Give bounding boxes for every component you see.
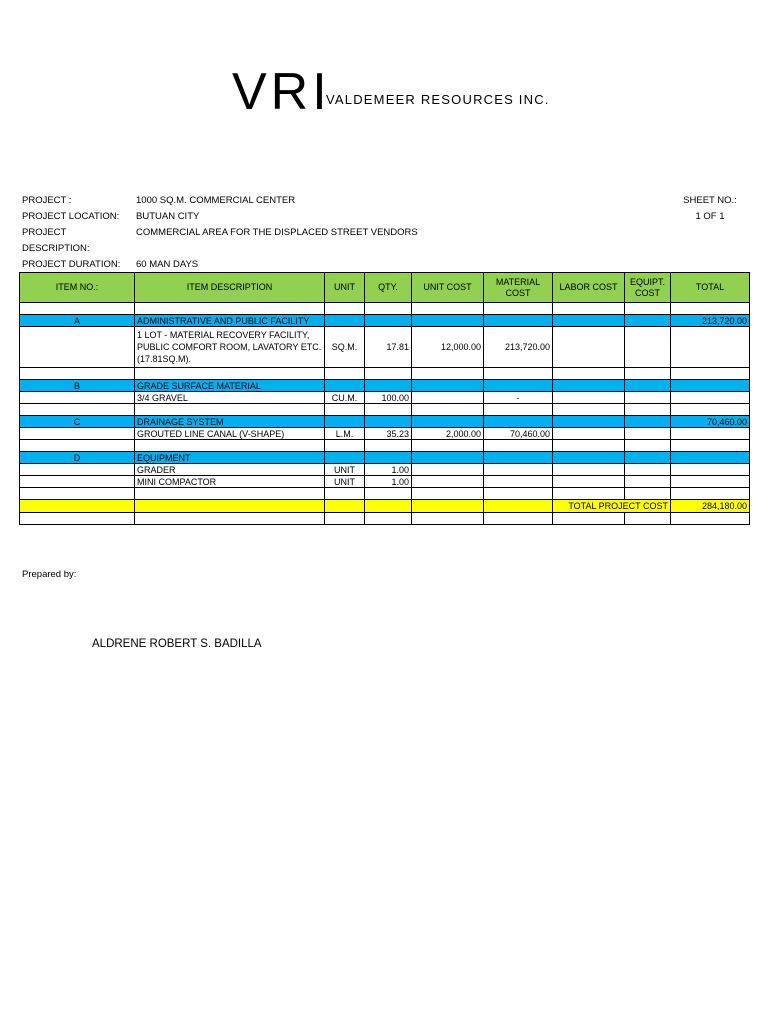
- project-duration-label: PROJECT DURATION:: [22, 259, 121, 270]
- item-unit-cost: 12,000.00: [412, 327, 484, 368]
- section-row: [20, 315, 750, 327]
- section-title: DRAINAGE SYSTEM: [135, 416, 325, 428]
- table-row: [20, 428, 750, 440]
- project-duration-value: 60 MAN DAYS: [136, 259, 199, 270]
- section-total: 70,460.00: [671, 416, 750, 428]
- prepared-by-label: Prepared by:: [22, 569, 77, 580]
- blank-row: [20, 368, 750, 380]
- blank-row: [20, 488, 750, 500]
- item-unit: SQ.M.: [325, 327, 365, 368]
- item-qty: 100.00: [365, 392, 412, 404]
- table-row: [20, 392, 750, 404]
- header-qty: QTY.: [365, 273, 412, 303]
- section-row: [20, 452, 750, 464]
- section-total: [671, 380, 750, 392]
- item-material-cost: 213,720.00: [484, 327, 553, 368]
- item-qty: 1.00: [365, 464, 412, 476]
- project-info: [22, 193, 418, 273]
- blank-row: [20, 404, 750, 416]
- section-row: [20, 416, 750, 428]
- header-item-description: ITEM DESCRIPTION: [135, 273, 325, 303]
- total-project-cost-label: TOTAL PROJECT COST: [553, 500, 671, 513]
- table-row: [20, 464, 750, 476]
- blank-row: [20, 440, 750, 452]
- project-location-label: PROJECT LOCATION:: [22, 211, 120, 222]
- project-label: PROJECT :: [22, 195, 72, 206]
- sheet-value: 1 OF 1: [695, 211, 725, 222]
- table-header-row: [20, 273, 750, 303]
- header-labor-cost: LABOR COST: [553, 273, 625, 303]
- header-total: TOTAL: [671, 273, 750, 303]
- company-name: VALDEMEER RESOURCES INC.: [326, 92, 550, 107]
- item-description: 3/4 GRAVEL: [135, 392, 325, 404]
- item-material-cost: 70,460.00: [484, 428, 553, 440]
- table-row: [20, 476, 750, 488]
- section-no: D: [20, 452, 135, 464]
- blank-row: [20, 513, 750, 525]
- project-description-label: PROJECT DESCRIPTION:: [22, 227, 90, 254]
- sheet-label: SHEET NO.:: [683, 195, 737, 206]
- section-title: ADMINISTRATIVE AND PUBLIC FACILITY: [135, 315, 325, 327]
- item-qty: 35.23: [365, 428, 412, 440]
- item-unit-cost: [412, 392, 484, 404]
- item-unit: CU.M.: [325, 392, 365, 404]
- item-description: MINI COMPACTOR: [135, 476, 325, 488]
- cost-estimate-table: [19, 272, 750, 525]
- header-unit: UNIT: [325, 273, 365, 303]
- header-unit-cost: UNIT COST: [412, 273, 484, 303]
- section-no: B: [20, 380, 135, 392]
- header-equipt-cost: EQUIPT. COST: [625, 273, 671, 303]
- item-unit: UNIT: [325, 464, 365, 476]
- project-location-value: BUTUAN CITY: [136, 211, 200, 222]
- item-description: GRADER: [135, 464, 325, 476]
- section-total: [671, 452, 750, 464]
- project-description-value: COMMERCIAL AREA FOR THE DISPLACED STREET VENDORS: [136, 227, 418, 238]
- item-unit-cost: 2,000.00: [412, 428, 484, 440]
- total-project-cost-value: 284,180.00: [671, 500, 750, 513]
- project-description-row: [22, 225, 418, 257]
- item-description: 1 LOT - MATERIAL RECOVERY FACILITY, PUBLIC COMFORT ROOM, LAVATORY ETC. (17.81SQ.M).: [135, 327, 325, 368]
- section-title: GRADE SURFACE MATERIAL: [135, 380, 325, 392]
- item-unit: L.M.: [325, 428, 365, 440]
- section-no: A: [20, 315, 135, 327]
- sheet-number: [670, 193, 750, 225]
- item-material-cost: -: [484, 392, 553, 404]
- header-material-cost: MATERIAL COST: [484, 273, 553, 303]
- item-description: GROUTED LINE CANAL (V-SHAPE): [135, 428, 325, 440]
- blank-row: [20, 303, 750, 315]
- project-value: 1000 SQ.M. COMMERCIAL CENTER: [136, 195, 296, 206]
- total-row: [20, 500, 750, 513]
- company-logo: VRI: [232, 63, 331, 121]
- header-item-no: ITEM NO.:: [20, 273, 135, 303]
- project-row: [22, 193, 418, 209]
- project-location-row: [22, 209, 418, 225]
- item-unit: UNIT: [325, 476, 365, 488]
- section-no: C: [20, 416, 135, 428]
- section-title: EQUIPMENT: [135, 452, 325, 464]
- table-row: [20, 327, 750, 368]
- item-qty: 1.00: [365, 476, 412, 488]
- project-duration-row: [22, 257, 418, 273]
- section-row: [20, 380, 750, 392]
- signer-name: ALDRENE ROBERT S. BADILLA: [92, 638, 262, 650]
- section-total: 213,720.00: [671, 315, 750, 327]
- item-qty: 17.81: [365, 327, 412, 368]
